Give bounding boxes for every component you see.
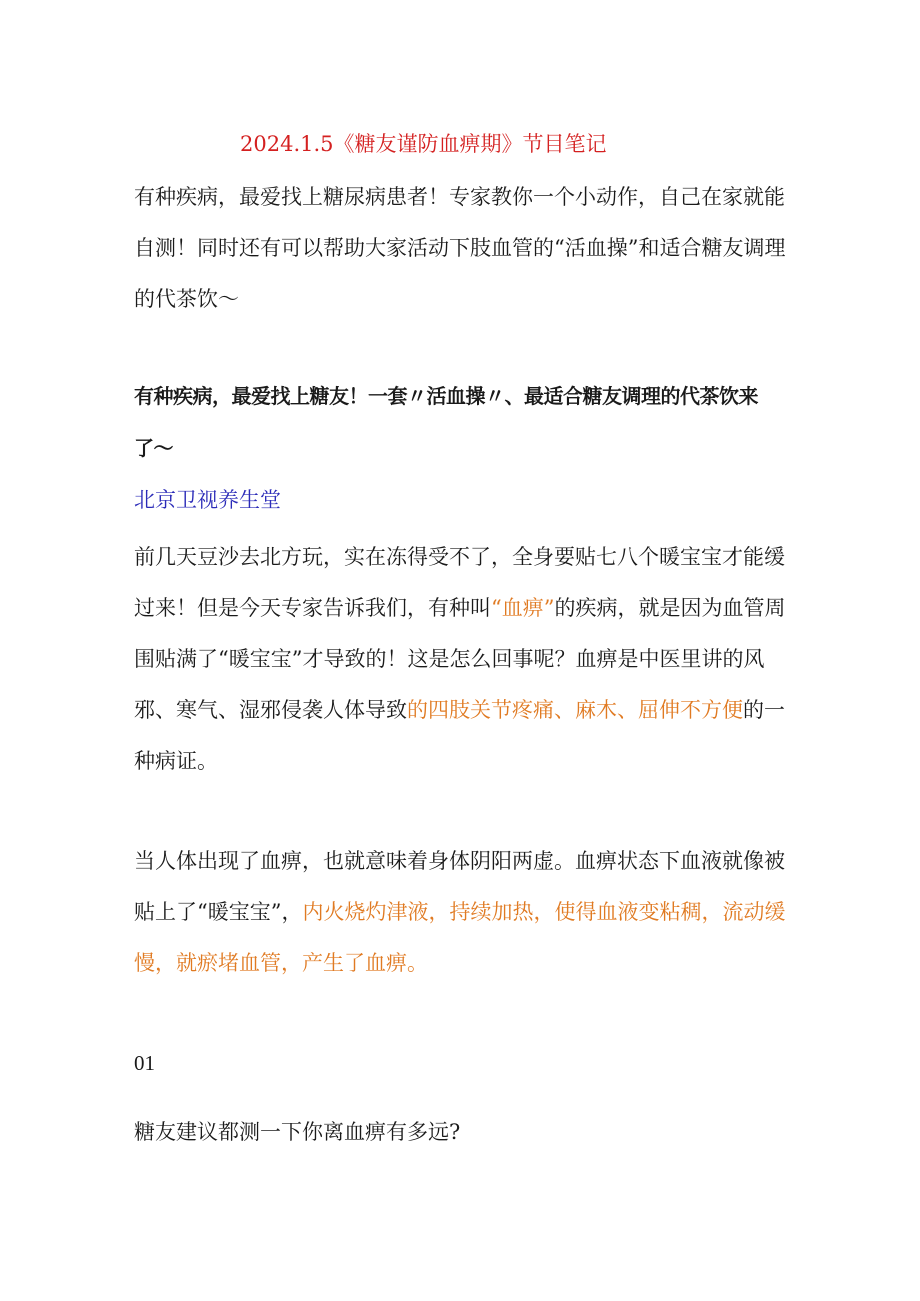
body-text: 当人体出现了血痹，也就意味着身体阴阳两虚。血痹状态下血液就像被贴上了“暖宝宝”， <box>134 849 785 924</box>
highlight-text: “血痹” <box>491 596 555 620</box>
section-question: 糖友建议都测一下你离血痹有多远? <box>134 1120 461 1144</box>
section-number: 01 <box>134 1051 155 1075</box>
highlight-text: 内火烧灼津液，持续加热，使得血液变粘稠，流动缓慢，就瘀堵血管，产生了血痹。 <box>134 900 786 975</box>
body-paragraph-1 <box>134 532 794 787</box>
page-title: 2024.1.5《糖友谨防血痹期》节目笔记 <box>240 132 607 156</box>
body-text: 的疾病，就是因为血管周围贴满了“暖宝宝”才导致的！这是怎么回事呢？血痹是中医里讲的风邪、寒气、湿邪侵袭人体导致 <box>134 596 786 722</box>
intro-paragraph: 有种疾病，最爱找上糖尿病患者！专家教你一个小动作，自己在家就能自测！同时还有可以帮助大家活动下肢血管的“活血操”和适合糖友调理的代茶饮〜 <box>134 185 786 311</box>
source-label: 北京卫视养生堂 <box>134 488 281 512</box>
body-text: 的一种病证。 <box>134 698 785 773</box>
highlight-text: 的四肢关节疼痛、麻木、屈伸不方便 <box>407 698 743 722</box>
body-text: 前几天豆沙去北方玩，实在冻得受不了，全身要贴七八个暖宝宝才能缓过来！但是今天专家告诉我们，有种叫 <box>134 545 785 620</box>
article-headline: 有种疾病，最爱找上糖友！一套〃活血操〃、最适合糖友调理的代茶饮来了〜 <box>134 384 758 460</box>
body-paragraph-2 <box>134 836 794 989</box>
